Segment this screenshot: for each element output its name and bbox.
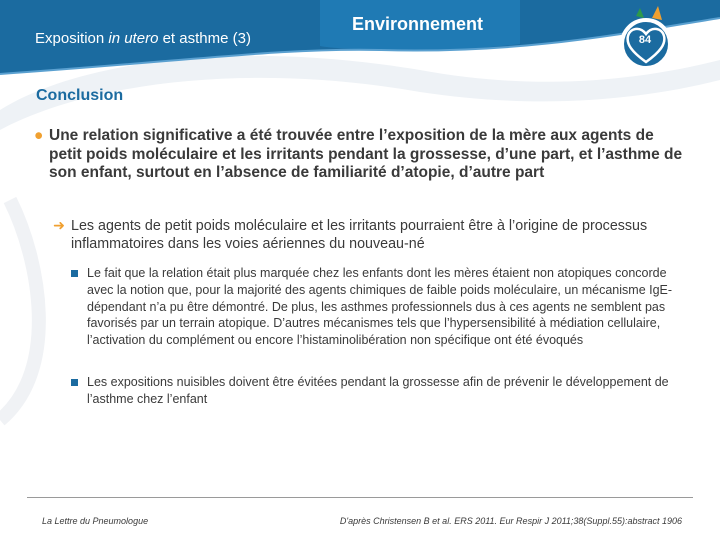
page-number: 84 — [638, 34, 652, 46]
category-title: Environnement — [352, 14, 484, 34]
footer-journal: La Lettre du Pneumologue — [42, 516, 149, 526]
section-title: Conclusion — [36, 87, 124, 104]
detail-item — [71, 374, 691, 408]
sub-point-text: Les agents de petit poids moléculaire et les irritants pourraient être à l’origine de processus inflammatoires dans les voies aériennes du nouveau-né — [71, 218, 648, 252]
sub-bullet — [53, 217, 683, 253]
slide-subtitle: Exposition in utero et asthme (3) — [35, 30, 251, 47]
main-point-text: Une relation significative a été trouvée entre l’exposition de la mère aux agents de petit poids moléculaire et les irritants pendant la grossesse, d’une part, et l’asthme de son enfant, surtout en l’absence de familiarité d’atopie, d’autre part — [49, 127, 683, 182]
square-bullet-icon — [71, 379, 78, 386]
detail-text: Les expositions nuisibles doivent être évitées pendant la grossesse afin de prévenir le développement de l’asthme chez l’enfant — [87, 375, 669, 406]
detail-text: Le fait que la relation était plus marquée chez les enfants dont les mères étaient non atopiques concorde avec la notion que, pour la majorité des agents chimiques de faible poids moléculaire, un mécanisme IgE-dépendant n’a pu être démontré. De plus, les asthmes professionnels dus à ces agents ne semblent pas favorisés par un terrain atopique. D’autres mécanismes tels que l’hypersensibilité à médiation cellulaire, l’activation du complément ou encore l’histaminolibération non spécifique ont été évoqués — [87, 266, 673, 348]
square-bullet-icon — [71, 270, 78, 277]
footer-reference: D'après Christensen B et al. ERS 2011. Eur Respir J 2011;38(Suppl.55):abstract 1906 — [339, 516, 682, 526]
footer-divider — [27, 497, 693, 498]
detail-item — [71, 265, 691, 349]
round-bullet-icon: ● — [34, 127, 44, 144]
main-bullet — [34, 127, 684, 183]
arrow-right-icon: ➜ — [53, 218, 65, 234]
